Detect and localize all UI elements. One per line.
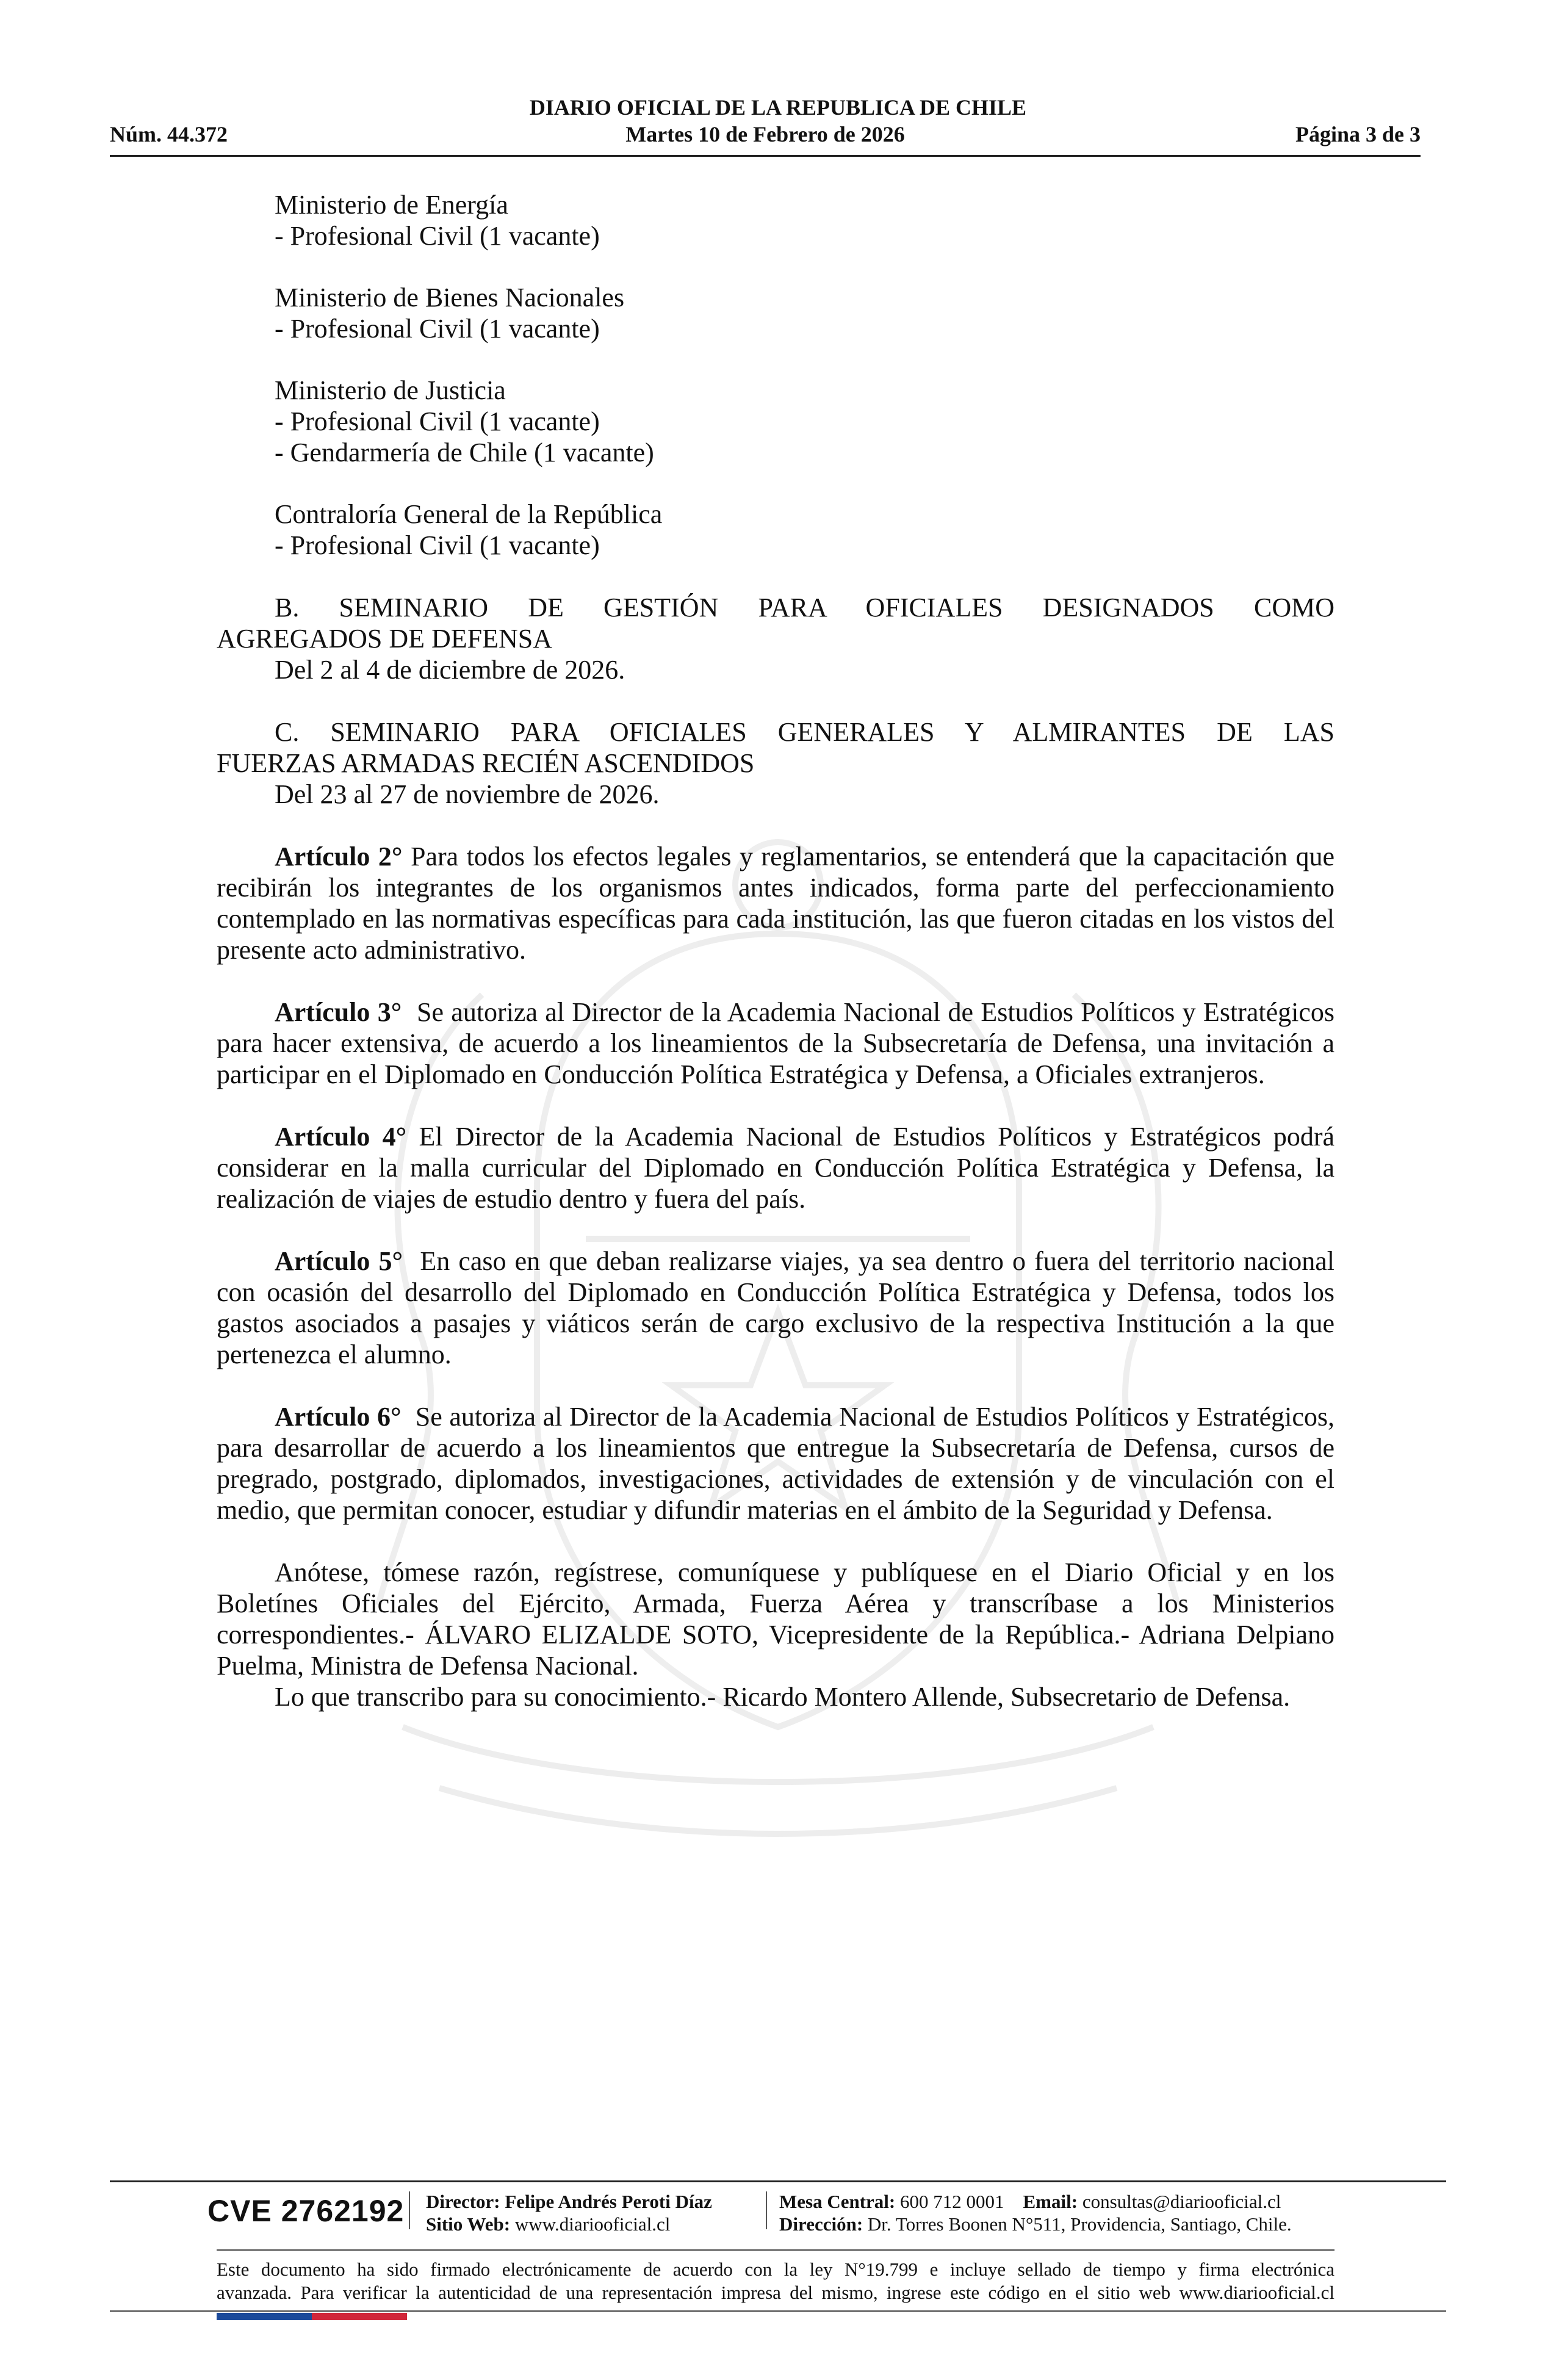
- issue-number: Núm. 44.372: [110, 122, 228, 146]
- email-label: Email:: [1023, 2191, 1078, 2212]
- ministry-name: Ministerio de Bienes Nacionales: [275, 283, 625, 312]
- closing-paragraph: Anótese, tómese razón, regístrese, comuníquese y publíquese en el Diario Oficial y en los Boletínes Oficiales del Ejército, Armada, Fuerza Aérea y transcríbase a los Ministerios correspondientes.- ÁLVARO ELIZALDE SOTO, Vicepresidente de la República.- Adriana Delpiano Puelma, Ministra de Defensa Nacional.: [217, 1557, 1334, 1681]
- article-label: Artículo 4°: [275, 1122, 407, 1152]
- article-2: [217, 841, 1334, 965]
- vacancy-block: [217, 282, 1334, 344]
- article-label: Artículo 2°: [275, 842, 403, 871]
- seminar-heading-cont: AGREGADOS DE DEFENSA: [217, 624, 553, 654]
- cve-code: CVE 2762192: [207, 2194, 405, 2228]
- address-label: Dirección:: [779, 2213, 863, 2235]
- footer-divider-top: [110, 2180, 1446, 2182]
- vacancy-block: [217, 189, 1334, 251]
- mesa-phone: 600 712 0001: [900, 2191, 1004, 2212]
- footer-divider-mid: [217, 2249, 1334, 2251]
- seminar-c: [217, 716, 1334, 810]
- footer-separator: [766, 2191, 767, 2229]
- director-name: Felipe Andrés Peroti Díaz: [505, 2191, 712, 2212]
- vacancy-block: [217, 499, 1334, 561]
- ministry-name: Ministerio de Justicia: [275, 375, 506, 405]
- vacancy-item: - Profesional Civil (1 vacante): [275, 221, 600, 251]
- newspaper-title: DIARIO OFICIAL DE LA REPUBLICA DE CHILE: [529, 95, 1027, 120]
- footer-info: [110, 2188, 1446, 2237]
- header-divider: [110, 155, 1421, 157]
- footer-contact-col: [779, 2190, 1292, 2235]
- director-label: Director:: [426, 2191, 500, 2212]
- ministry-name: Contraloría General de la República: [275, 499, 663, 529]
- seminar-b: [217, 592, 1334, 685]
- web-label: Sitio Web:: [426, 2213, 511, 2235]
- article-text: El Director de la Academia Nacional de Estudios Políticos y Estratégicos podrá considerar en la malla curricular del Diplomado en Conducción Política Estratégica y Defensa, la realización de viajes de estudio dentro y fuera del país.: [217, 1122, 1334, 1214]
- document-body: [217, 189, 1334, 1712]
- signature-note: [217, 2258, 1334, 2304]
- article-label: Artículo 3°: [275, 997, 402, 1027]
- article-6: [217, 1401, 1334, 1526]
- footer-separator: [409, 2191, 410, 2229]
- vacancy-block: [217, 375, 1334, 468]
- flag-bar-blue: [217, 2313, 312, 2320]
- seminar-heading: C. SEMINARIO PARA OFICIALES GENERALES Y ALMIRANTES DE LAS: [275, 717, 1334, 747]
- signature-note-line: Este documento ha sido firmado electrónicamente de acuerdo con la ley N°19.799 e incluye sellado de tiempo y firma electrónica: [217, 2259, 1334, 2280]
- signature-note-line: avanzada. Para verificar la autenticidad de una representación impresa del mismo, ingrese este código en el sitio web www.diariooficial.cl: [217, 2282, 1334, 2303]
- address-text: Dr. Torres Boonen N°511, Providencia, Santiago, Chile.: [867, 2213, 1292, 2235]
- mesa-label: Mesa Central:: [779, 2191, 896, 2212]
- seminar-dates: Del 2 al 4 de diciembre de 2026.: [275, 655, 625, 685]
- article-5: [217, 1246, 1334, 1370]
- article-text: En caso en que deban realizarse viajes, ya sea dentro o fuera del territorio nacional con ocasión del desarrollo del Diplomado en Conducción Política Estratégica y Defensa, todos los gastos asociados a pasajes y viáticos serán de cargo exclusivo de la respectiva Institución a la que pertenezca el alumno.: [217, 1246, 1334, 1369]
- issue-date: Martes 10 de Febrero de 2026: [625, 122, 905, 146]
- vacancy-item: - Profesional Civil (1 vacante): [275, 314, 600, 344]
- vacancy-item: - Profesional Civil (1 vacante): [275, 406, 600, 436]
- email-address[interactable]: consultas@diariooficial.cl: [1082, 2191, 1281, 2212]
- seminar-dates: Del 23 al 27 de noviembre de 2026.: [275, 779, 660, 809]
- footer-divider-bottom: [110, 2310, 1446, 2312]
- web-url[interactable]: www.diariooficial.cl: [514, 2213, 671, 2235]
- article-text: Para todos los efectos legales y reglamentarios, se entenderá que la capacitación que recibirán los integrantes de los organismos antes indicados, forma parte del perfeccionamiento contemplado en las normativas específicas para cada institución, las que fueron citadas en los vistos del presente acto administrativo.: [217, 842, 1334, 965]
- article-3: [217, 997, 1334, 1090]
- vacancy-item: - Profesional Civil (1 vacante): [275, 530, 600, 560]
- seminar-heading: B. SEMINARIO DE GESTIÓN PARA OFICIALES DESIGNADOS COMO: [275, 593, 1334, 622]
- header-row: [110, 121, 1421, 148]
- footer-director-col: [426, 2190, 712, 2235]
- article-4: [217, 1121, 1334, 1214]
- page-number: Página 3 de 3: [1295, 122, 1421, 146]
- ministry-name: Ministerio de Energía: [275, 190, 508, 220]
- vacancy-item: - Gendarmería de Chile (1 vacante): [275, 438, 654, 467]
- article-text: Se autoriza al Director de la Academia Nacional de Estudios Políticos y Estratégicos para hacer extensiva, de acuerdo a los lineamientos de la Subsecretaría de Defensa, una invitación a participar en el Diplomado en Conducción Política Estratégica y Defensa, a Oficiales extranjeros.: [217, 997, 1334, 1089]
- seminar-heading-cont: FUERZAS ARMADAS RECIÉN ASCENDIDOS: [217, 748, 755, 778]
- transcription-paragraph: Lo que transcribo para su conocimiento.- Ricardo Montero Allende, Subsecretario de Defensa.: [275, 1682, 1291, 1712]
- article-label: Artículo 5°: [275, 1246, 403, 1276]
- flag-bar-red: [312, 2313, 407, 2320]
- article-text: Se autoriza al Director de la Academia Nacional de Estudios Políticos y Estratégicos, para desarrollar de acuerdo a los lineamientos que entregue la Subsecretaría de Defensa, cursos de pregrado, postgrado, diplomados, investigaciones, actividades de extensión y de vinculación con el medio, que permitan conocer, estudiar y difundir materias en el ámbito de la Seguridad y Defensa.: [217, 1402, 1334, 1525]
- article-label: Artículo 6°: [275, 1402, 402, 1432]
